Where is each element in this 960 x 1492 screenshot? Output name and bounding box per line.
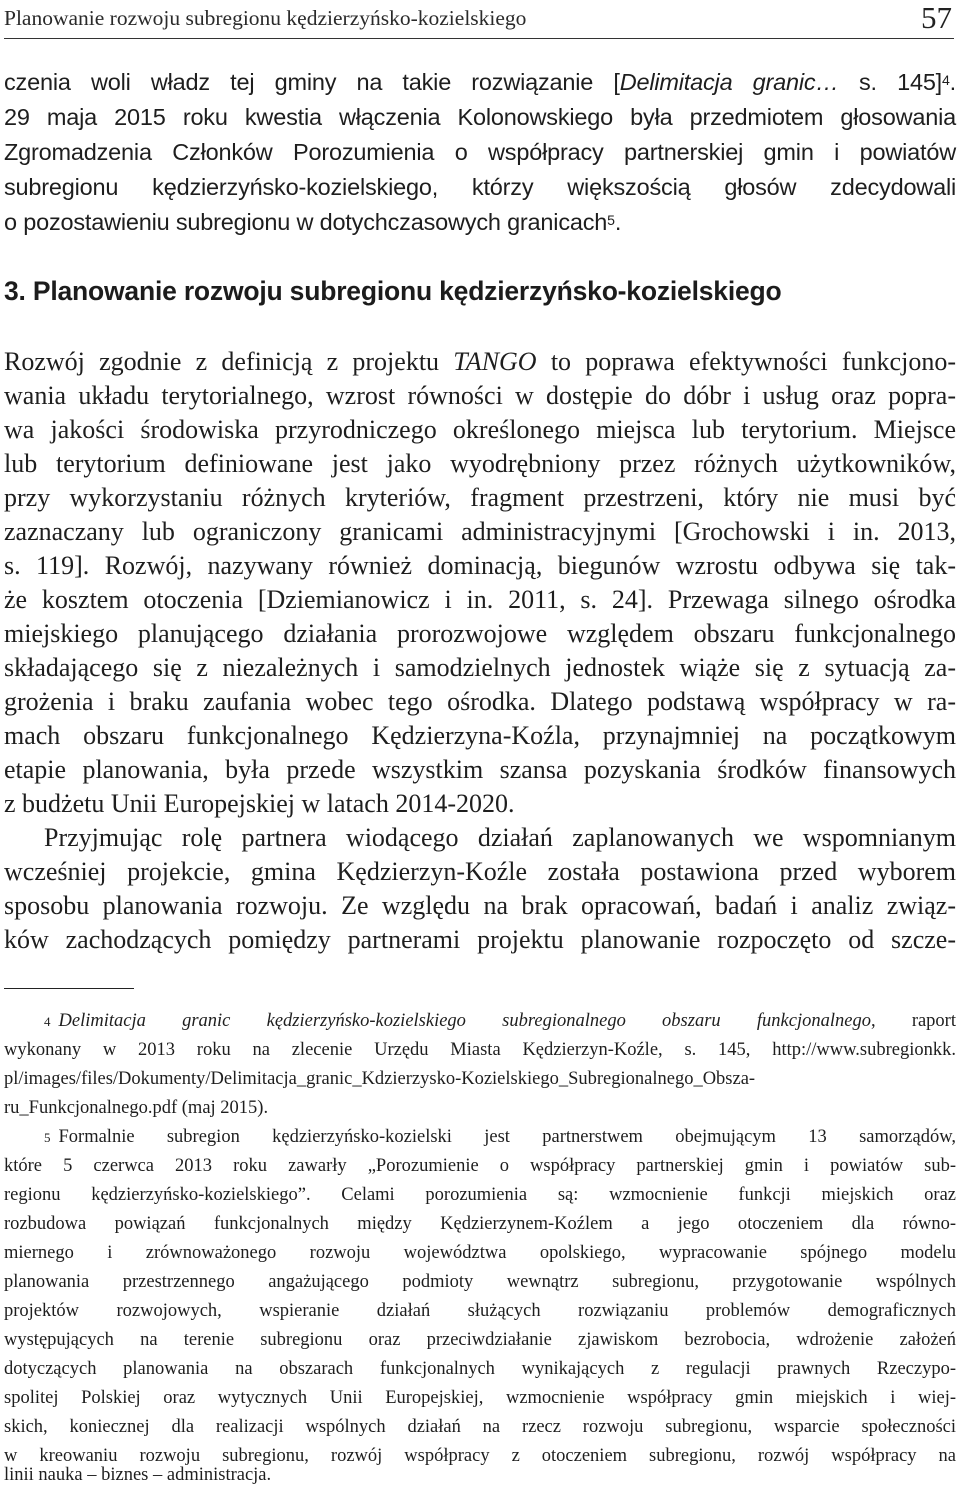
text-line: subregionu kędzierzyńsko-kozielskiego, którzy większością głosów zdecydowali <box>4 174 956 200</box>
footnote-line: projektów rozwojowych, wspieranie działań służących rozwiązaniu problemów demograficznych <box>4 1301 956 1321</box>
text-line: Zgromadzenia Członków Porozumienia o współpracy partnerskiej gmin i powiatów <box>4 139 956 165</box>
text-line: że kosztem otoczenia [Dziemianowicz i in. 2011, s. 24]. Przewaga silnego ośrodka <box>4 585 956 614</box>
text-line: czenia woli władz tej gminy na takie rozwiązanie [Delimitacja granic… s. 145]$^4$. <box>4 69 956 95</box>
running-title: Planowanie rozwoju subregionu kędzierzyńsko-kozielskiego <box>4 6 527 30</box>
text-line: etapie planowania, była przede wszystkim szansa pozyskania środków finansowych <box>4 755 956 784</box>
text-line: wa jakości środowiska przyrodniczego określonego miejsca lub terytorium. Miejsce <box>4 415 956 444</box>
text-line: zaznaczany lub ograniczony granicami administracyjnymi [Grochowski i in. 2013, <box>4 517 956 546</box>
text-line: Rozwój zgodnie z definicją z projektu TANGO to poprawa efektywności funkcjono- <box>4 347 956 376</box>
text-line: Przyjmując rolę partnera wiodącego działań zaplanowanych we wspomnianym <box>44 823 956 852</box>
text-line: sposobu planowania rozwoju. Ze względu na brak opracowań, badań i analiz związ- <box>4 891 956 920</box>
footnote-line: skich, koniecznej dla realizacji wspólnych działań na rzecz rozwoju subregionu, wsparcie społeczności <box>4 1417 956 1437</box>
text-line: o pozostawieniu subregionu w dotychczasowych granicach$^5$. <box>4 209 622 235</box>
footnote-line: pl/images/files/Dokumenty/Delimitacja_granic_Kdzierzysko-Kozielskiego_Subregionalnego_Obsza- <box>4 1069 756 1089</box>
footnote-line: rozbudowa powiązań funkcjonalnych między Kędzierzynem-Koźlem a jego otoczeniem dla równo- <box>4 1214 956 1234</box>
footnote-line: $^5$ Formalnie subregion kędzierzyńsko-kozielski jest partnerstwem obejmującym 13 samorządów, <box>44 1127 956 1147</box>
footnote-line: regionu kędzierzyńsko-kozielskiego”. Celami porozumienia są: wzmocnienie funkcji miejskich oraz <box>4 1185 956 1205</box>
footnote-line: planowania przestrzennego angażującego podmioty wewnątrz subregionu, przygotowanie wspólnych <box>4 1272 956 1292</box>
text-line: wania układu terytorialnego, wzrost równości w dostępie do dóbr i usług oraz popra- <box>4 381 956 410</box>
page-number: 57 <box>921 0 952 35</box>
text-line: grożenia i braku zaufania wobec tego ośrodka. Dlatego podstawą współpracy w ra- <box>4 687 956 716</box>
text-line: ków zachodzących pomiędzy partnerami projektu planowanie rozpoczęto od szcze- <box>4 925 956 954</box>
footnote-line: miernego i zrównoważonego rozwoju województwa opolskiego, wypracowanie spójnego modelu <box>4 1243 956 1263</box>
text-line: 29 maja 2015 roku kwestia włączenia Kolonowskiego była przedmiotem głosowania <box>4 104 956 130</box>
footnote-separator <box>4 988 134 989</box>
text-line: mach obszaru funkcjonalnego Kędzierzyna-Koźla, przynajmniej na początkowym <box>4 721 956 750</box>
footnote-line: linii nauka – biznes – administracja. <box>4 1465 272 1485</box>
text-line: miejskiego planującego działania prorozwojowe względem obszaru funkcjonalnego <box>4 619 956 648</box>
running-header <box>4 0 954 39</box>
footnote-mark: 4 <box>44 1014 51 1029</box>
footnote-line: w kreowaniu rozwoju subregionu, rozwój współpracy z otoczeniem subregionu, rozwój współpracy na <box>4 1446 956 1466</box>
text-line: przy wykorzystaniu różnych kryteriów, fragment przestrzeni, który nie musi być <box>4 483 956 512</box>
footnote-line: spolitej Polskiej oraz wytycznych Unii Europejskiej, wzmocnienie współpracy gmin miejskich i wiej- <box>4 1388 956 1408</box>
text-line: s. 119]. Rozwój, nazywany również dominacją, biegunów wzrostu odbywa się tak- <box>4 551 956 580</box>
text-line: składającego się z niezależnych i samodzielnych jednostek wiąże się z sytuacją za- <box>4 653 956 682</box>
footnote-mark: 5 <box>44 1130 51 1145</box>
footnote-line: ru_Funkcjonalnego.pdf (maj 2015). <box>4 1098 269 1118</box>
footnote-line: $^4$ Delimitacja granic kędzierzyńsko-kozielskiego subregionalnego obszaru funkcjonalnego, raport <box>44 1011 956 1031</box>
section-heading: 3. Planowanie rozwoju subregionu kędzierzyńsko-kozielskiego <box>4 276 782 306</box>
text-line: z budżetu Unii Europejskiej w latach 2014-2020. <box>4 789 515 818</box>
footnote-line: dotyczących planowania na obszarach funkcjonalnych wynikających z regulacji prawnych Rzeczypo- <box>4 1359 956 1379</box>
footnote-line: występujących na terenie subregionu oraz przeciwdziałanie zjawiskom bezrobocia, wdrożenie założeń <box>4 1330 956 1350</box>
text-line: wcześniej projekcie, gmina Kędzierzyn-Koźle została postawiona przed wyborem <box>4 857 956 886</box>
text-line: lub terytorium definiowane jest jako wyodrębniony przez różnych użytkowników, <box>4 449 956 478</box>
footnote-line: które 5 czerwca 2013 roku zawarły „Porozumienie o współpracy partnerskiej gmin i powiatów sub- <box>4 1156 956 1176</box>
footnote-line: wykonany w 2013 roku na zlecenie Urzędu Miasta Kędzierzyn-Koźle, s. 145, http://www.subregionkk. <box>4 1040 956 1060</box>
